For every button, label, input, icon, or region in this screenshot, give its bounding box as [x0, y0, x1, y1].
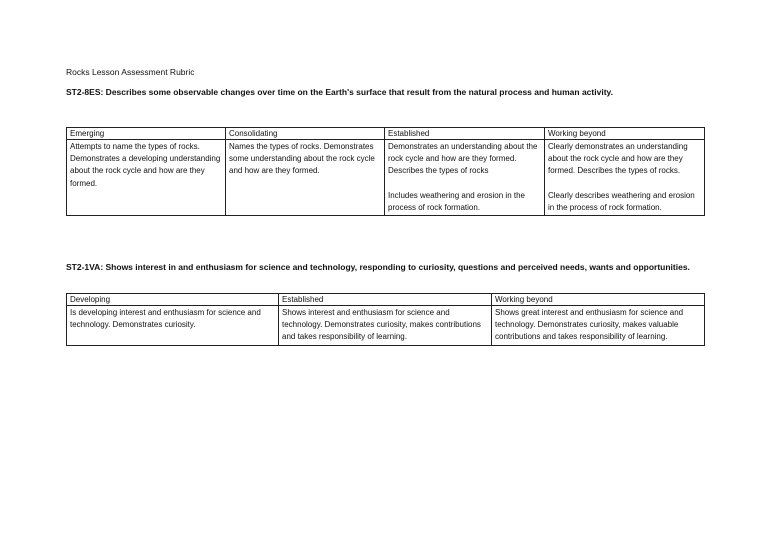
outcome-st2-8es: ST2-8ES: Describes some observable changes over time on the Earth's surface that result from the natural process and human activity.	[66, 87, 613, 97]
header-emerging: Emerging	[67, 128, 226, 140]
table-header-row	[67, 128, 705, 140]
table-row	[67, 306, 705, 346]
cell-established: Shows interest and enthusiasm for science and technology. Demonstrates curiosity, makes contributions and takes responsibility of learning.	[279, 306, 492, 346]
cell-emerging	[67, 140, 226, 216]
cell-text-secondary: Includes weathering and erosion in the process of rock formation.	[388, 190, 525, 212]
cell-text: Attempts to name the types of rocks. Demonstrates a developing understanding about the rock cycle and how are they formed.	[70, 142, 221, 188]
cell-text-secondary: Clearly describes weathering and erosion in the process of rock formation.	[548, 190, 695, 212]
table-header-row	[67, 294, 705, 306]
cell-developing: Is developing interest and enthusiasm for science and technology. Demonstrates curiosity.	[67, 306, 279, 346]
outcome-st2-1va: ST2-1VA: Shows interest in and enthusiasm for science and technology, responding to curiosity, questions and perceived needs, wants and opportunities.	[66, 262, 690, 272]
header-consolidating: Consolidating	[226, 128, 385, 140]
cell-working-beyond: Shows great interest and enthusiasm for science and technology. Demonstrates curiosity, makes valuable contributions and takes responsibility of learning.	[492, 306, 705, 346]
document-title: Rocks Lesson Assessment Rubric	[66, 67, 195, 77]
header-established: Established	[279, 294, 492, 306]
header-working-beyond: Working beyond	[545, 128, 705, 140]
cell-consolidating	[226, 140, 385, 216]
header-working-beyond: Working beyond	[492, 294, 705, 306]
cell-text: Names the types of rocks. Demonstrates some understanding about the rock cycle and how are they formed.	[229, 142, 375, 176]
cell-text: Clearly demonstrates an understanding about the rock cycle and how are they formed. Describes the types of rocks.	[548, 142, 688, 176]
cell-working-beyond	[545, 140, 705, 216]
rubric-table-interest	[66, 293, 705, 346]
cell-established	[385, 140, 545, 216]
table-row	[67, 140, 705, 216]
header-developing: Developing	[67, 294, 279, 306]
cell-text: Demonstrates an understanding about the rock cycle and how are they formed. Describes the types of rocks	[388, 142, 538, 176]
header-established: Established	[385, 128, 545, 140]
rubric-table-rocks	[66, 127, 705, 216]
